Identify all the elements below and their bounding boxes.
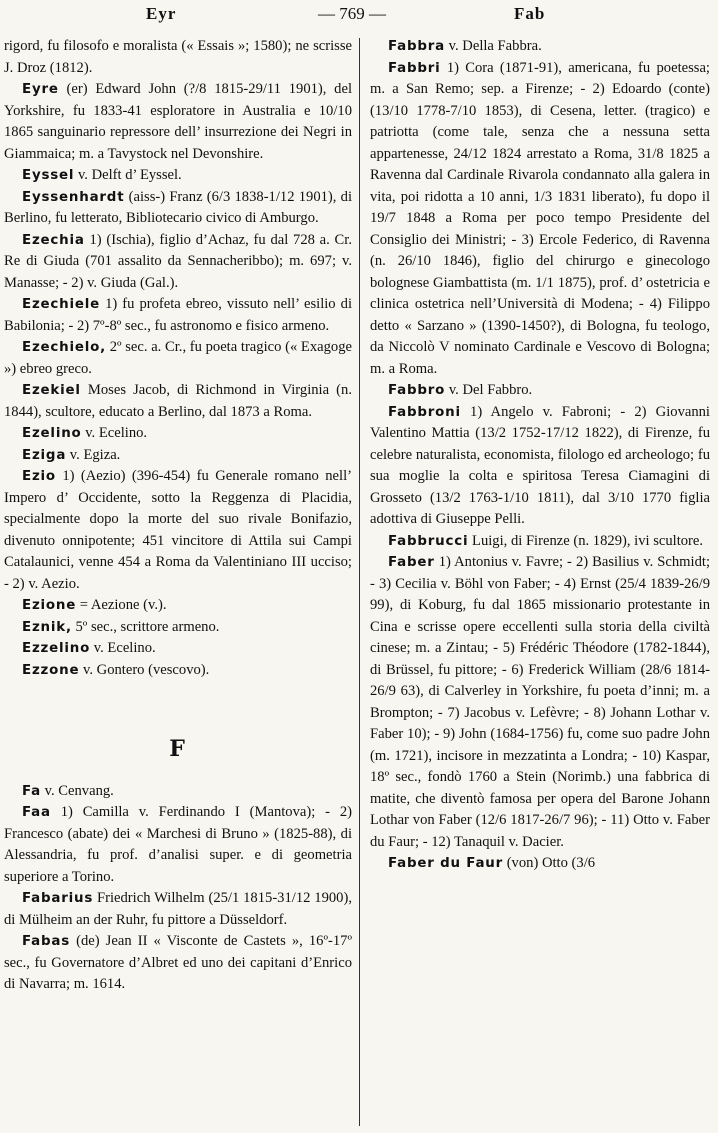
entry-text: 1) Camilla v. Ferdinando I (Mantova); - 2) Francesco (abate) dei « Marchesi di Bruno » (1825-88), di Alessandria, fu prof. d’analisi super. e di geometria superiore a Torino. [4, 804, 352, 885]
entry-text: 1) fu profeta ebreo, vissuto nell’ esilio di Babilonia; - 2) 7º-8º sec., fu astronomo e fisico armeno. [4, 296, 352, 334]
entry-headword: Faa [22, 805, 51, 820]
entry-text: v. Egiza. [66, 446, 121, 463]
dictionary-entry [370, 36, 710, 58]
dictionary-entry [4, 595, 352, 617]
dictionary-entry [4, 445, 352, 467]
entry-headword: Ezechielo, [22, 340, 107, 355]
entry-text: v. Ecelino. [90, 640, 156, 656]
entry-text: (er) Edward John (?/8 1815-29/11 1901), del Yorkshire, fu 1833-41 esploratore in Australia e 10/10 1865 sanguinario repressore dell’ insurrezione dei Negri in Giammaica; m. a Tavystock nel Devonshire. [4, 81, 352, 162]
entry-headword: Eziga [22, 447, 67, 463]
entry-headword: Ezechia [22, 232, 85, 248]
entry-text: 5º sec., scrittore armeno. [71, 618, 220, 635]
left-f-entries [4, 781, 352, 996]
entry-headword: Ezechiele [22, 297, 101, 312]
entry-headword: Ezio [22, 469, 56, 484]
dictionary-entry [4, 294, 352, 337]
running-head-right: Fab [514, 4, 546, 23]
dictionary-entry [4, 36, 352, 79]
entry-headword: Eyre [22, 82, 59, 97]
entry-text: = Aezione (v.). [76, 597, 167, 613]
entry-headword: Fa [22, 783, 41, 799]
dictionary-entry [370, 531, 710, 553]
entry-headword: Fabarius [22, 891, 94, 906]
entry-headword: Fabbra [388, 39, 446, 54]
entry-text: v. Cenvang. [41, 782, 114, 799]
dictionary-entry [370, 552, 710, 853]
dictionary-entry [4, 802, 352, 888]
entry-headword: Ezzelino [22, 641, 91, 656]
dictionary-entry [4, 931, 352, 996]
dictionary-entry [370, 402, 710, 531]
entry-text: v. Del Fabbro. [445, 382, 533, 398]
entry-headword: Eyssel [22, 168, 75, 183]
section-letter: F [169, 736, 187, 762]
dictionary-entry [370, 380, 710, 402]
dictionary-entry [4, 466, 352, 595]
entry-text: v. Delft d’ Eyssel. [74, 167, 182, 183]
entry-text: Moses Jacob, di Richmond in Virginia (n. 1844), scultore, educato a Berlino, dal 1873 a Roma. [4, 382, 352, 420]
page-number: — 769 — [318, 4, 386, 23]
left-column [4, 36, 352, 1126]
entry-headword: Ezelino [22, 426, 82, 441]
entry-headword: Fabbro [388, 383, 446, 398]
entry-headword: Fabbrucci [388, 533, 469, 549]
dictionary-entry [4, 337, 352, 380]
right-column [370, 36, 710, 1126]
entry-headword: Eznik, [22, 619, 72, 635]
dictionary-entry [4, 380, 352, 423]
left-entries [4, 36, 352, 681]
entry-text: (aiss-) Franz (6/3 1838-1/12 1901), di Berlino, fu letterato, Bibliotecario civico di Amburgo. [4, 188, 352, 226]
dictionary-entry [370, 853, 710, 875]
entry-text: rigord, fu filosofo e moralista (« Essais »; 1580); ne scrisse J. Droz (1812). [4, 38, 352, 76]
dictionary-entry [4, 187, 352, 230]
entry-text: 1) (Ischia), figlio d’Achaz, fu dal 728 a. Cr. Re di Giuda (701 assalito da Sennacheribbo); m. 697; v. Manasse; - 2) v. Giuda (Gal.). [4, 231, 352, 291]
entry-text: 1) Antonius v. Favre; - 2) Basilius v. Schmidt; - 3) Cecilia v. Böhl von Faber; - 4) Ernst (25/4 1839-26/9 99), di Koburg, fu dal 1865 missionario protestante in Cina e scrisse opere eccellenti sulla storia della civiltà cinese; m. a Zintau; - 5) Frédéric Théodore (1782-1844), di Brüssel, fu pittore; - 6) Frederick William (28/6 1814-26/9 63), di Calverley in Yorkshire, fu poeta d’inni; m. a Brompton; - 7) Jacobus v. Lefèvre; - 8) Johann Lothar v. Faber 10); - 9) John (1684-1756) fu, come suo padre John (m. 1721), incisore in mezzatinta a Londra; - 10) Kaspar, 18º sec., fondò 1760 a Stein (Norimb.) una fabbrica di matite, che diventò famosa per opera del Barone Johann Lothar von Faber (12/6 1817-26/7 96); - 11) Otto v. Faber du Faur; - 12) Tanaquil v. Dacier. [370, 554, 710, 850]
entry-text: Luigi, di Firenze (n. 1829), ivi scultore. [468, 532, 704, 549]
right-entries [370, 36, 710, 875]
dictionary-entry [4, 79, 352, 165]
dictionary-entry [370, 58, 710, 381]
entry-headword: Ezekiel [22, 383, 81, 398]
dictionary-entry [4, 638, 352, 660]
entry-text: 1) (Aezio) (396-454) fu Generale romano nell’ Impero d’ Occidente, sotto la Reggenza di Placidia, specialmente dopo la morte del suo rivale Bonifazio, divenuto onnipotente; 451 vincitore di Attila sui Campi Catalaunici, venne 454 a Roma da Valentiniano III ucciso; - 2) v. Aezio. [4, 468, 352, 592]
entry-headword: Eyssenhardt [22, 189, 125, 205]
dictionary-entry [4, 781, 352, 803]
entry-headword: Fabbri [388, 60, 441, 76]
entry-text: (von) Otto (3/6 [503, 855, 596, 871]
entry-text: v. Gontero (vescovo). [79, 661, 210, 678]
entry-headword: Ezzone [22, 662, 80, 678]
entry-text: v. Ecelino. [81, 425, 148, 441]
entry-headword: Faber du Faur [388, 856, 504, 871]
entry-headword: Faber [388, 555, 435, 570]
page-header [0, 0, 718, 32]
dictionary-entry [4, 888, 352, 931]
entry-headword: Fabas [22, 934, 70, 949]
entry-headword: Ezione [22, 598, 77, 613]
dictionary-entry [4, 660, 352, 682]
entry-text: 2º sec. a. Cr., fu poeta tragico (« Exagoge ») ebreo greco. [4, 339, 352, 377]
dictionary-entry [4, 617, 352, 639]
entry-text: Friedrich Wilhelm (25/1 1815-31/12 1900), di Mülheim an der Ruhr, fu pittore a Düsseldorf. [4, 890, 352, 928]
dictionary-entry [4, 230, 352, 295]
entry-text: 1) Cora (1871-91), americana, fu poetessa; m. a San Remo; sep. a Firenze; - 2) Edoardo (conte) (13/10 1778-7/10 1853), di Cesena, letter. (tragico) e patriotta (come tale, senza che a nessuna setta appartenesse, 24/12 1824 arrestato a Roma, 31/8 1825 a Ravenna dal Cardinale Rivarola condannato alla galera in vita, poi ridotta a 10 anni, 1/3 1831 liberato), fu dopo il 19/7 1848 a Roma per poco tempo Presidente del Consiglio dei Ministri; - 3) Ercole Federico, di Ravenna (n. 26/10 1846), figlio del chirurgo e ginecologo bolognese Giambattista (m. 1/1 1875), prof. d’ ostetricia e clinica ostetrica nell’Università di Modena; - 4) Filippo detto « Sarzano » (1390-1450?), di Bologna, fu teologo, da Niccolò V nominato Cardinale e Vescovo di Bologna; m. a Roma. [370, 59, 710, 377]
entry-text: v. Della Fabbra. [445, 38, 542, 54]
entry-text: (de) Jean II « Visconte de Castets », 16º-17º sec., fu Governatore d’Albret ed uno dei capitani d’Enrico di Navarra; m. 1614. [4, 933, 352, 992]
entry-text: 1) Angelo v. Fabroni; - 2) Giovanni Valentino Mattia (13/2 1752-17/12 1822), di Firenze, fu celebre naturalista, economista, filologo ed archeologo; fu sua moglie la colta e spiritosa Teresa Ciamagini di Grosseto (13/2 1763-1/10 1811), dal 3/10 1770 figlia adottiva di Giuseppe Pelli. [370, 403, 710, 527]
dictionary-entry [4, 165, 352, 187]
entry-headword: Fabbroni [388, 404, 461, 420]
dictionary-entry [4, 423, 352, 445]
column-divider [359, 38, 360, 1126]
running-head-left: Eyr [146, 4, 177, 23]
